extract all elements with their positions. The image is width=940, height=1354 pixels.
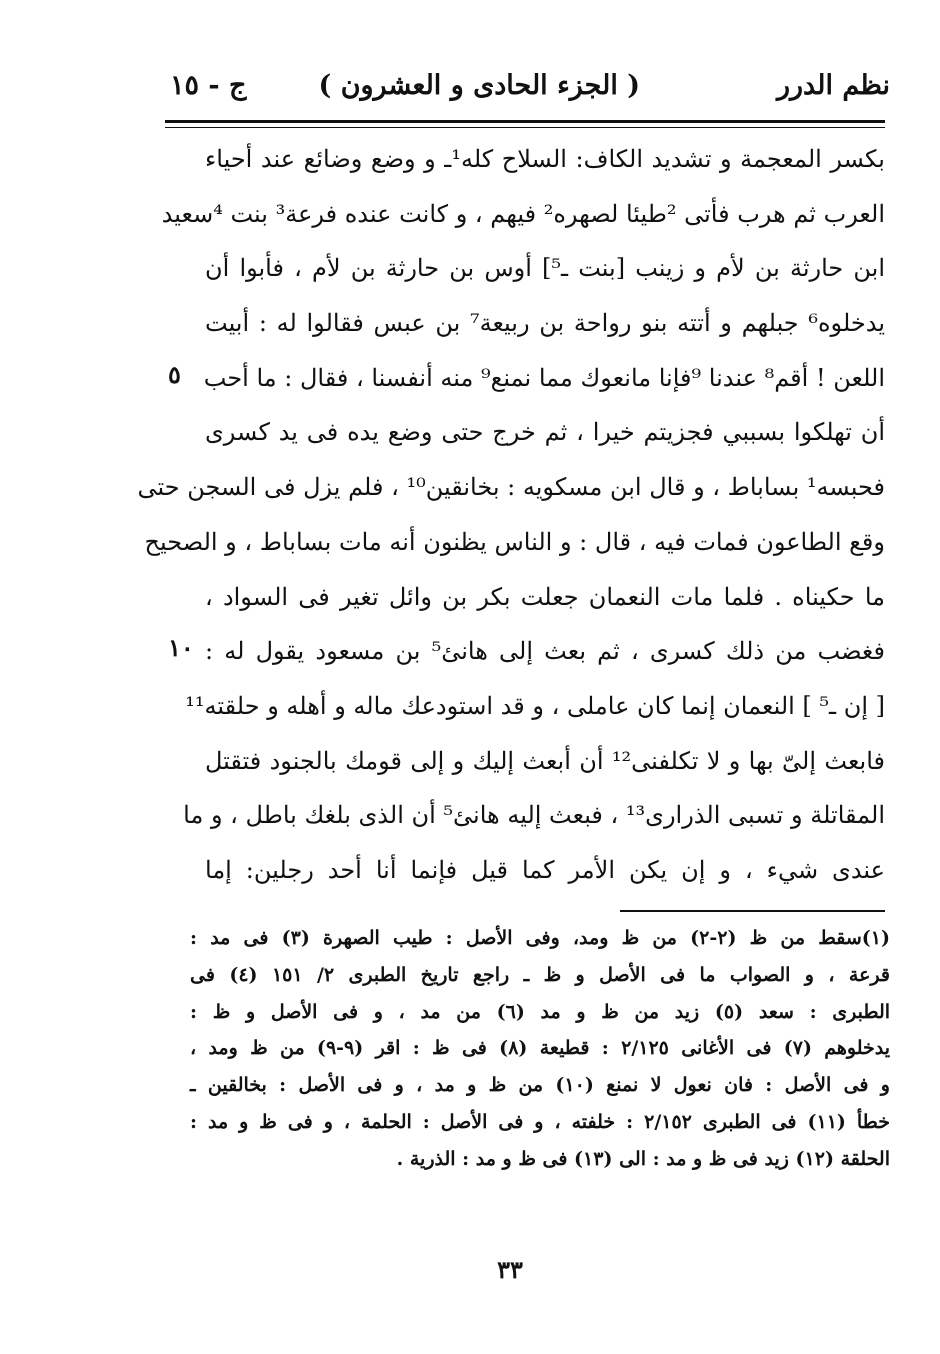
volume-page-label: ج - ١٥ <box>170 70 247 101</box>
footnote-line: قرعة ، و الصواب ما فى الأصل و ظ ـ راجع تاريخ الطبرى ٢/ ١٥١ (٤) فى <box>190 963 890 986</box>
footnote-separator <box>620 910 885 912</box>
footnotes <box>190 920 890 1178</box>
header-rule-thick <box>165 120 885 123</box>
text-line: بكسر المعجمة و تشديد الكاف: السلاح كله¹ـ و وضع وضائع عند أحياء <box>205 145 885 173</box>
text-line: ابن حارثة بن لأم و زينب [بنت ـ⁵] أوس بن حارثة بن لأم ، فأبوا أن <box>205 254 886 283</box>
part-title: ( الجزء الحادى و العشرون ) <box>318 70 640 101</box>
text-line: فابعث إلىّ بها و لا تكلفنى¹² أن أبعث إليك و إلى قومك بالجنود فتقتل <box>205 746 885 775</box>
footnote-line: الحلقة (١٢) زيد فى ظ و مد : الى (١٣) فى ظ و مد : الذرية . <box>396 1147 890 1170</box>
footnote-line: يدخلوهم (٧) فى الأغانى ٢/١٢٥ : قطيعة (٨) فى ظ : اقر (٩-٩) من ظ ومد ، <box>190 1037 891 1060</box>
line-number-10: ١٠ <box>168 633 194 662</box>
text-line: يدخلوه⁶ جبلهم و أتته بنو رواحة بن ربيعة⁷ بن عبس فقالوا له : أبيت <box>205 309 885 338</box>
footnote-line: الطبرى : سعد (٥) زيد من ظ و مد (٦) من مد ، و فى الأصل و ظ : <box>190 1000 891 1023</box>
text-line: فحبسه¹ بساباط ، و قال ابن مسكويه : بخانقين¹⁰ ، فلم يزل فى السجن حتى <box>137 473 885 502</box>
running-header <box>170 62 890 112</box>
text-line: العرب ثم هرب فأتى ²طيئا لصهره² فيهم ، و كانت عنده فرعة³ بنت ⁴سعيد <box>161 199 885 228</box>
line-number-5: ٥ <box>168 360 181 389</box>
text-line: [ إن ـ⁵ ] النعمان إنما كان عاملى ، و قد استودعك ماله و أهله و حلقته¹¹ <box>185 691 885 720</box>
text-line: ما حكيناه . فلما مات النعمان جعلت بكر بن وائل تغير فى السواد ، <box>205 582 885 611</box>
header-rule-thin <box>165 127 885 128</box>
text-line: وقع الطاعون فمات فيه ، قال : و الناس يظنون أنه مات بساباط ، و الصحيح <box>144 527 885 556</box>
text-line: اللعن ! أقم⁸ عندنا ⁹فإنا مانعوك مما نمنع⁹ منه أنفسنا ، فقال : ما أحب <box>203 363 885 392</box>
footnote-line: خطأ (١١) فى الطبرى ٢/١٥٢ : خلفته ، و فى الأصل : الحلمة ، و فى ظ و مد : <box>190 1110 891 1133</box>
footnote-line: و فى الأصل : فان نعول لا نمنع (١٠) من ظ و مد ، و فى الأصل : بخالقين ـ <box>190 1074 890 1097</box>
book-title: نظم الدرر <box>776 70 890 101</box>
text-line: فغضب من ذلك كسرى ، ثم بعث إلى هانئ⁵ بن مسعود يقول له : <box>205 637 885 666</box>
text-line: المقاتلة و تسبى الذرارى¹³ ، فبعث إليه هانئ⁵ أن الذى بلغك باطل ، و ما <box>183 801 885 830</box>
text-line: أن تهلكوا بسببي فجزيتم خيرا ، ثم خرج حتى وضع يده فى يد كسرى <box>205 418 886 447</box>
footnote-line: (١)سقط من ظ (٢-٢) من ظ ومد، وفى الأصل : طيب الصهرة (٣) فى مد : <box>190 927 890 949</box>
text-line: عندى شيء ، و إن يكن الأمر كما قيل فإنما أنا أحد رجلين: إما <box>205 855 885 884</box>
page-number: ٣٣ <box>497 1255 523 1284</box>
